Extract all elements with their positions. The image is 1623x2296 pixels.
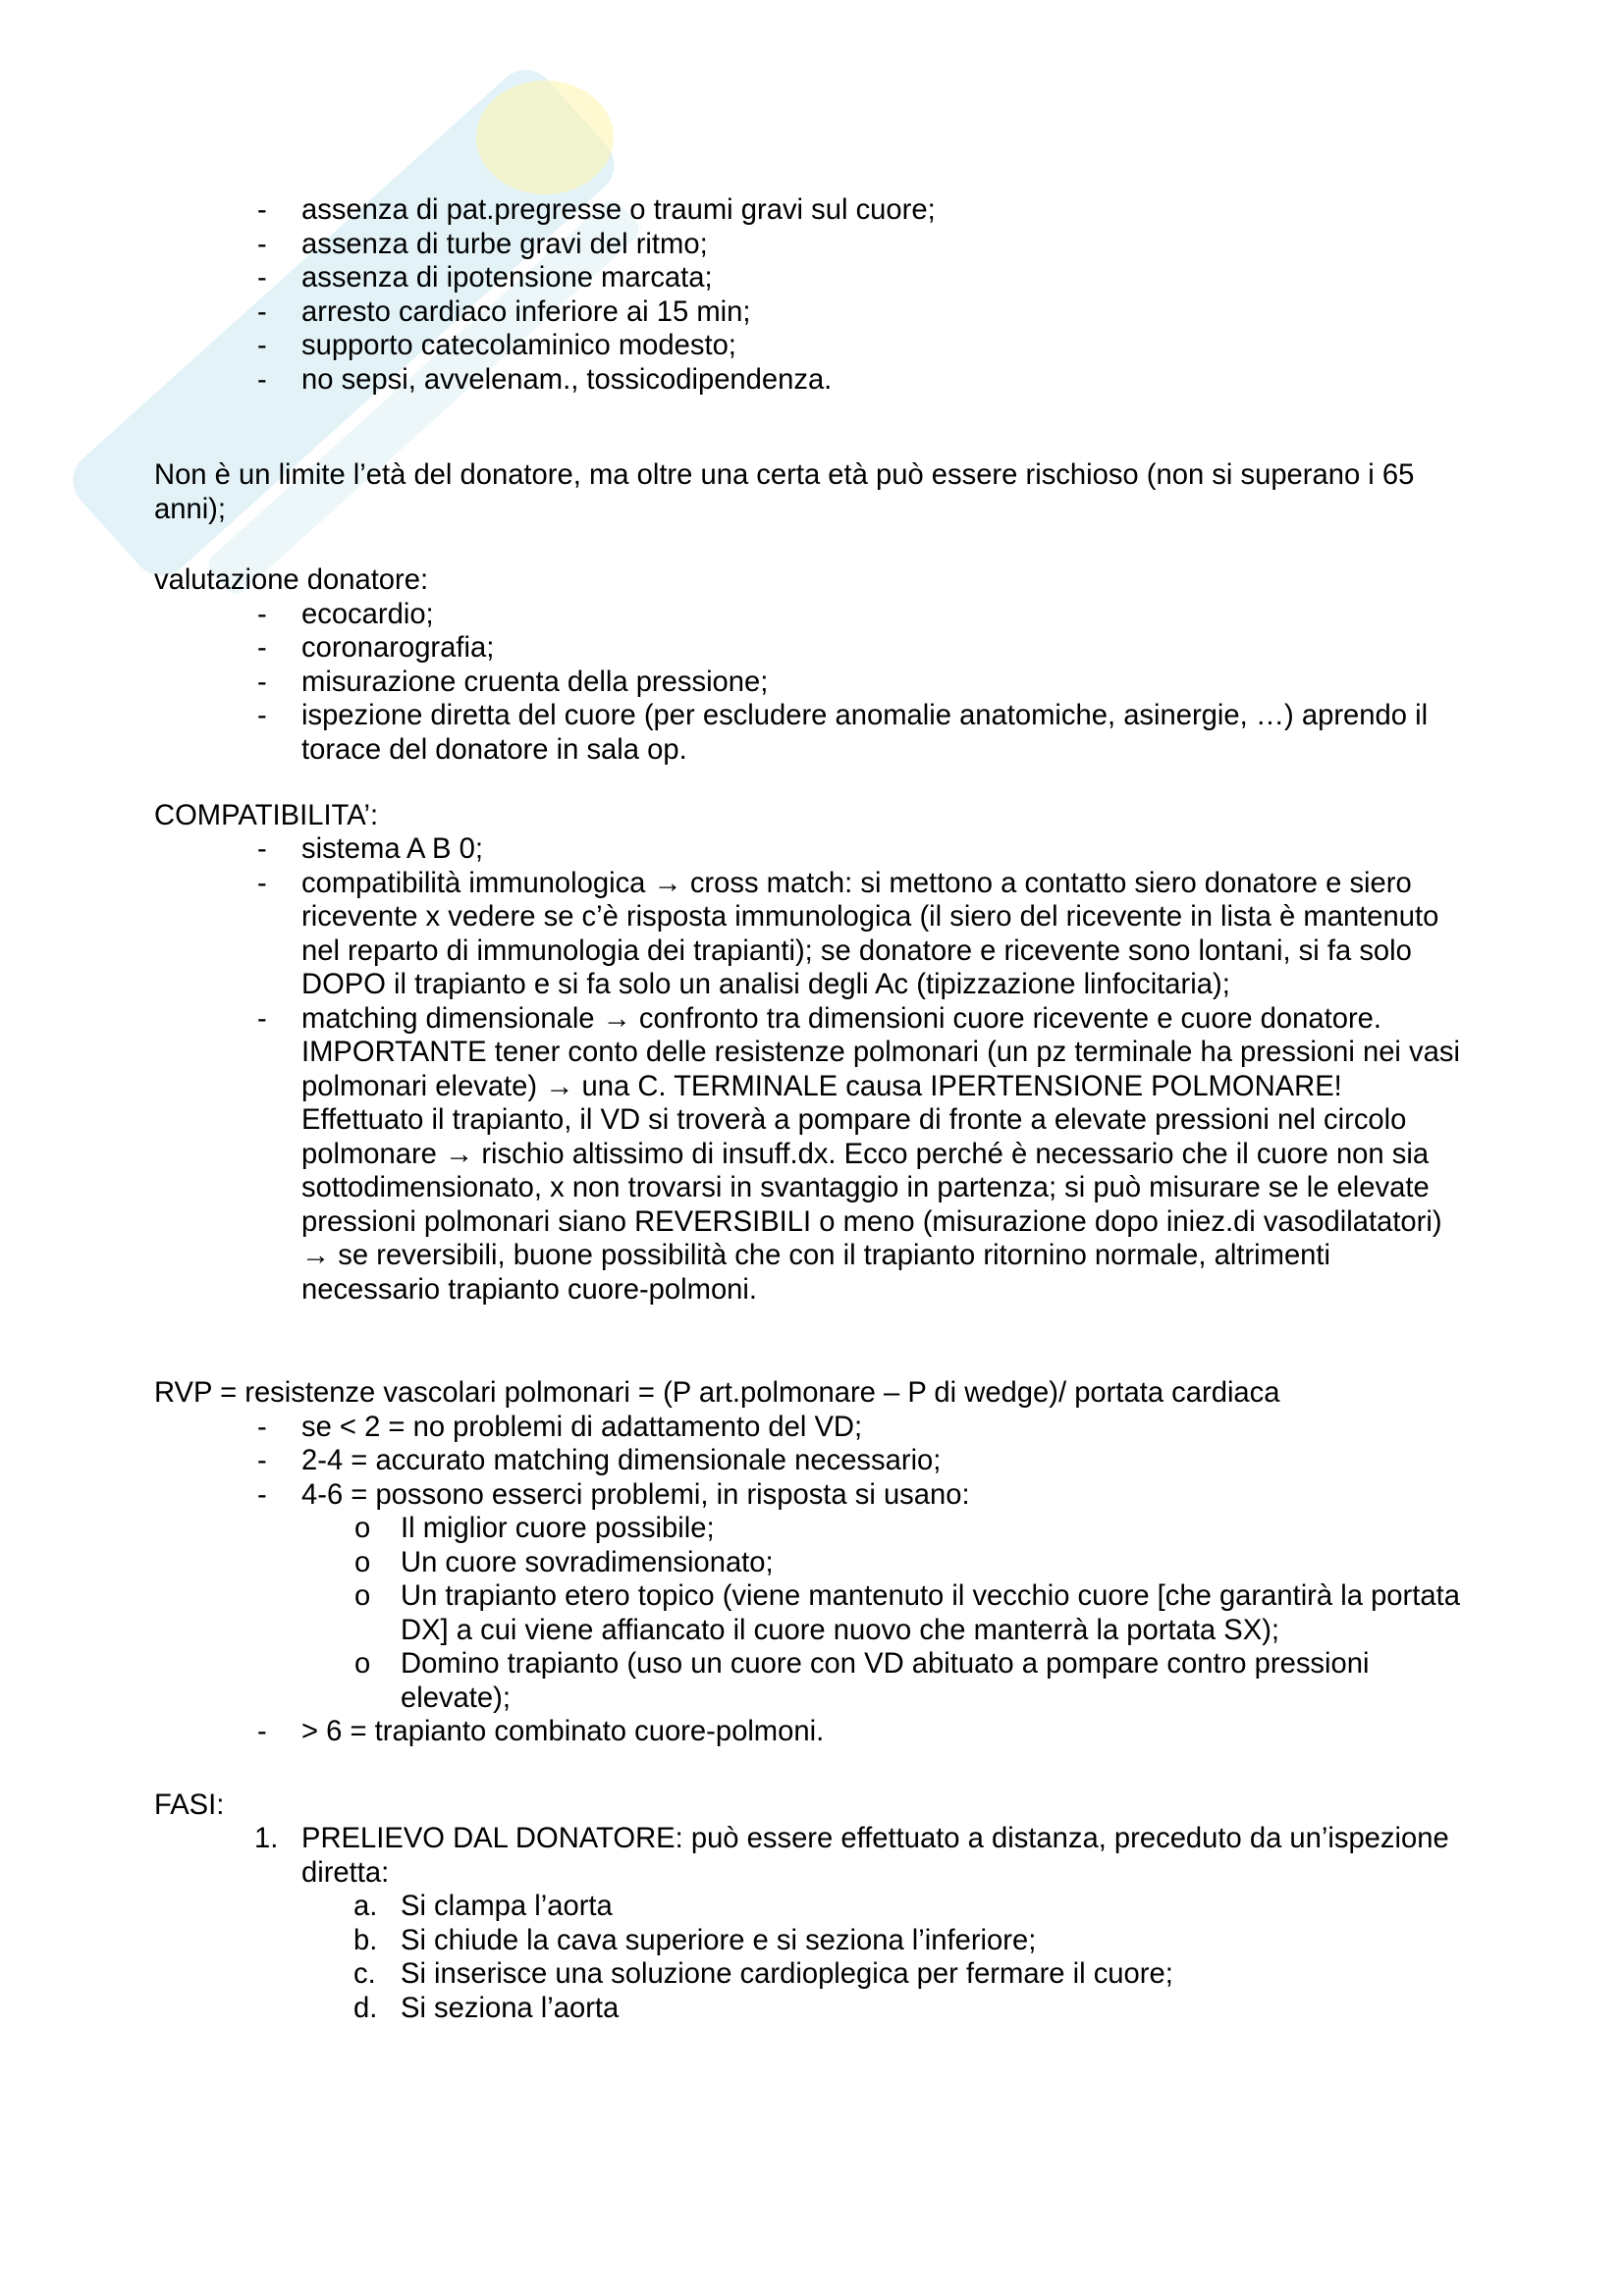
- list-item-text: assenza di turbe gravi del ritmo;: [301, 228, 708, 260]
- sublist-item: [354, 1512, 1471, 1546]
- lettered-item-text: Si inserisce una soluzione cardioplegica per fermare il cuore;: [401, 1958, 1173, 1990]
- rvp-list: [154, 1411, 1471, 1749]
- list-item: [257, 1478, 1471, 1716]
- list-item: [257, 329, 1471, 363]
- list-item: [257, 228, 1471, 262]
- watermark-accent: [476, 80, 614, 194]
- bullet-marker: -: [257, 330, 267, 361]
- letter-marker: b.: [353, 1924, 378, 1956]
- lettered-item-text: Si clampa l’aorta: [401, 1891, 613, 1922]
- donor-evaluation-list: [154, 598, 1471, 768]
- list-item-text: assenza di ipotensione marcata;: [301, 262, 713, 294]
- sublist-item-text: Un cuore sovradimensionato;: [401, 1546, 774, 1578]
- letter-marker: d.: [353, 1992, 378, 2024]
- lettered-item: [353, 1992, 1471, 2026]
- lettered-item-text: Si seziona l’aorta: [401, 1992, 620, 2024]
- letter-marker: a.: [353, 1891, 378, 1922]
- bullet-marker: -: [257, 833, 267, 865]
- document-content: [154, 193, 1471, 2025]
- sublist-item-text: Un trapianto etero topico (viene mantenuto il vecchio cuore [che garantirà la portata DX] a cui viene affiancato il cuore nuovo che manterrà la portata SX);: [401, 1580, 1460, 1646]
- list-item: [257, 1444, 1471, 1478]
- sublist-item-text: Domino trapianto (uso un cuore con VD abituato a pompare contro pressioni elevate);: [401, 1648, 1370, 1714]
- list-item: [257, 193, 1471, 228]
- bullet-marker: -: [257, 700, 267, 731]
- list-item: [257, 631, 1471, 666]
- bullet-marker: -: [257, 1478, 267, 1511]
- list-item-text: arresto cardiaco inferiore ai 15 min;: [301, 295, 751, 328]
- sublist-item: [354, 1579, 1471, 1647]
- list-item-text: sistema A B 0;: [301, 833, 483, 865]
- list-item-text: ecocardio;: [301, 598, 434, 630]
- lettered-item: [353, 1924, 1471, 1958]
- list-item: [257, 295, 1471, 330]
- lettered-item: [353, 1957, 1471, 1992]
- list-item: [257, 261, 1471, 295]
- list-item-text: compatibilità immunologica → cross match: si mettono a contatto siero donatore e siero ricevente x vedere se c’è risposta immunologica (il siero del ricevente in lista è mantenuto nel reparto di immunologia dei trapianti); se donatore e ricevente sono lontani, si fa solo DOPO il trapianto e si fa solo un analisi degli Ac (tipizzazione linfocitaria);: [301, 867, 1439, 1000]
- list-item-text: coronarografia;: [301, 632, 495, 664]
- donor-age-paragraph: Non è un limite l’età del donatore, ma oltre una certa età può essere rischioso (non si superano i 65 anni);: [154, 459, 1415, 525]
- bullet-marker: -: [257, 598, 267, 630]
- phases-sublist: [301, 1890, 1471, 2025]
- rvp-formula: RVP = resistenze vascolari polmonari = (P art.polmonare – P di wedge)/ portata cardiaca: [154, 1377, 1280, 1409]
- compatibility-heading: COMPATIBILITA’:: [154, 799, 379, 831]
- letter-marker: c.: [353, 1958, 376, 1990]
- sub-bullet-marker: o: [354, 1546, 371, 1578]
- list-item-text: se < 2 = no problemi di adattamento del VD;: [301, 1411, 863, 1443]
- bullet-marker: -: [257, 194, 267, 226]
- bullet-marker: -: [257, 228, 267, 260]
- list-item: [257, 363, 1471, 398]
- list-item: [257, 832, 1471, 867]
- sublist-item: [354, 1647, 1471, 1715]
- numbered-item-text: PRELIEVO DAL DONATORE: può essere effettuato a distanza, preceduto da un’ispezione diretta:: [301, 1823, 1449, 1889]
- list-item: [257, 598, 1471, 632]
- phases-heading: FASI:: [154, 1789, 225, 1821]
- list-item: [257, 1002, 1471, 1308]
- sub-bullet-marker: o: [354, 1513, 371, 1544]
- donor-requirements-list: [154, 193, 1471, 397]
- number-marker: 1.: [254, 1823, 279, 1854]
- list-item-text: ispezione diretta del cuore (per escludere anomalie anatomiche, asinergie, …) aprendo il torace del donatore in sala op.: [301, 700, 1429, 766]
- lettered-item-text: Si chiude la cava superiore e si seziona l’inferiore;: [401, 1924, 1037, 1956]
- numbered-item: [254, 1822, 1471, 2025]
- bullet-marker: -: [257, 262, 267, 294]
- rvp-sublist: [301, 1512, 1471, 1715]
- phases-list: [154, 1822, 1471, 2025]
- bullet-marker: -: [257, 1411, 267, 1443]
- list-item-text: 4-6 = possono esserci problemi, in risposta si usano:: [301, 1478, 970, 1511]
- list-item: [257, 1715, 1471, 1749]
- sublist-item: [354, 1546, 1471, 1580]
- bullet-marker: -: [257, 632, 267, 664]
- list-item-text: matching dimensionale → confronto tra dimensioni cuore ricevente e cuore donatore. IMPORTANTE tener conto delle resistenze polmonari (un pz terminale ha pressioni nei vasi polmonari elevate) → una C. TERMINALE causa IPERTENSIONE POLMONARE! Effettuato il trapianto, il VD si troverà a pompare di fronte a elevate pressioni nel circolo polmonare → rischio altissimo di insuff.dx. Ecco perché è necessario che il cuore non sia sottodimensionato, x non trovarsi in svantaggio in partenza; si può misurare se le elevate pressioni polmonari siano REVERSIBILI o meno (misurazione dopo iniez.di vasodilatatori) → se reversibili, buone possibilità che con il trapianto ritornino normale, altrimenti necessario trapianto cuore-polmoni.: [301, 1002, 1460, 1306]
- list-item-text: no sepsi, avvelenam., tossicodipendenza.: [301, 363, 833, 396]
- bullet-marker: -: [257, 363, 267, 396]
- list-item-text: 2-4 = accurato matching dimensionale necessario;: [301, 1445, 942, 1476]
- list-item-text: misurazione cruenta della pressione;: [301, 666, 769, 698]
- list-item-text: supporto catecolaminico modesto;: [301, 330, 736, 361]
- list-item: [257, 1411, 1471, 1445]
- sublist-item-text: Il miglior cuore possibile;: [401, 1513, 715, 1544]
- list-item-text: > 6 = trapianto combinato cuore-polmoni.: [301, 1716, 825, 1747]
- compatibility-list: [154, 832, 1471, 1307]
- bullet-marker: -: [257, 295, 267, 328]
- list-item-text: assenza di pat.pregresse o traumi gravi sul cuore;: [301, 194, 936, 226]
- bullet-marker: -: [257, 1002, 267, 1035]
- bullet-marker: -: [257, 1445, 267, 1476]
- list-item: [257, 867, 1471, 1002]
- bullet-marker: -: [257, 666, 267, 698]
- list-item: [257, 699, 1471, 767]
- sub-bullet-marker: o: [354, 1580, 371, 1612]
- bullet-marker: -: [257, 867, 267, 899]
- bullet-marker: -: [257, 1716, 267, 1747]
- sub-bullet-marker: o: [354, 1648, 371, 1680]
- donor-evaluation-heading: valutazione donatore:: [154, 564, 429, 596]
- list-item: [257, 666, 1471, 700]
- lettered-item: [353, 1890, 1471, 1924]
